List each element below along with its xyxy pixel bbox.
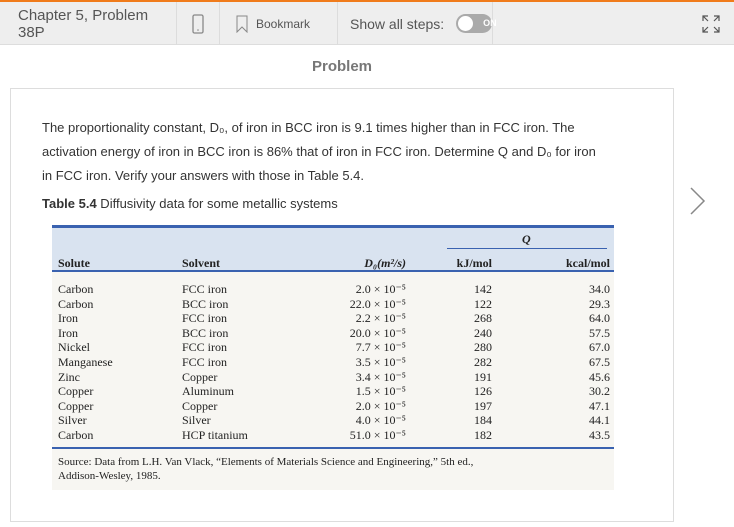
show-steps-toggle[interactable] <box>456 14 497 33</box>
table-cell: 3.5 × 10⁻⁵ <box>355 355 406 369</box>
table-row <box>56 399 612 413</box>
table-cell: Iron <box>58 311 78 326</box>
table-cell: 34.0 <box>589 282 610 296</box>
table-cell: 57.5 <box>589 325 610 340</box>
table-row <box>56 355 612 369</box>
table-cell: 67.0 <box>589 340 610 355</box>
table-cell: 67.5 <box>589 355 610 369</box>
table-cell: 2.2 × 10⁻⁵ <box>355 311 406 326</box>
table-cell: 47.1 <box>589 398 610 413</box>
next-button[interactable] <box>688 186 708 221</box>
table-cell: 64.0 <box>589 311 610 326</box>
table-cell: 7.7 × 10⁻⁵ <box>355 340 406 355</box>
bookmark-label: Bookmark <box>256 16 311 31</box>
table-cell: 20.0 × 10⁻⁵ <box>349 325 406 340</box>
table-cell: Copper <box>182 369 218 384</box>
table-cell: 240 <box>474 325 492 340</box>
table-cell: BCC iron <box>182 325 229 340</box>
table-row <box>56 340 612 354</box>
table-cell: Silver <box>58 413 87 428</box>
bookmark-icon <box>236 15 248 33</box>
table-row <box>56 326 612 340</box>
table-source <box>58 455 598 483</box>
bookmark-button[interactable] <box>220 2 338 45</box>
mobile-view-button[interactable] <box>177 2 220 45</box>
table-row <box>56 384 612 398</box>
caption-number: Table 5.4 <box>42 196 97 211</box>
problem-line: in FCC iron. Verify your answers with those in Table 5.4. <box>42 168 365 183</box>
table-cell: 3.4 × 10⁻⁵ <box>355 369 406 384</box>
table-cell: 184 <box>474 413 492 428</box>
table-cell: 44.1 <box>589 413 610 428</box>
q-group-header: Q <box>522 232 531 246</box>
table-cell: Manganese <box>58 355 113 369</box>
table-cell: Copper <box>182 398 218 413</box>
table-cell: 122 <box>474 296 492 311</box>
table-cell: 126 <box>474 384 492 399</box>
table-row <box>56 370 612 384</box>
table-cell: Copper <box>58 398 94 413</box>
diffusivity-table <box>52 225 614 490</box>
col-kcal: kcal/mol <box>566 256 610 270</box>
table-cell: Carbon <box>58 428 94 442</box>
table-cell: BCC iron <box>182 296 229 311</box>
problem-line: activation energy of iron in BCC iron is 86% that of iron in FCC iron. Determine Q and D₀ for iron <box>42 144 596 159</box>
table-header <box>52 225 614 272</box>
header-row <box>56 256 612 270</box>
table-cell: Nickel <box>58 340 90 355</box>
table-cell: FCC iron <box>182 282 228 296</box>
table-row <box>56 311 612 325</box>
expand-icon <box>702 15 720 33</box>
table-cell: HCP titanium <box>182 428 248 442</box>
table-cell: 2.0 × 10⁻⁵ <box>355 398 406 413</box>
table-cell: 280 <box>474 340 492 355</box>
toggle-state: ON <box>483 18 497 28</box>
table-cell: Aluminum <box>182 384 235 399</box>
table-row <box>56 297 612 311</box>
table-cell: 29.3 <box>589 296 610 311</box>
table-cell: FCC iron <box>182 355 228 369</box>
table-cell: Zinc <box>58 369 80 384</box>
table-row <box>56 428 612 442</box>
table-cell: 197 <box>474 398 492 413</box>
table-cell: 282 <box>474 355 492 369</box>
problem-text <box>42 116 652 188</box>
source-line: Addison-Wesley, 1985. <box>58 470 161 482</box>
table-cell: Copper <box>58 384 94 399</box>
table-row <box>56 282 612 296</box>
table-cell: Silver <box>182 413 211 428</box>
table-cell: 142 <box>474 282 492 296</box>
table-cell: 182 <box>474 428 492 442</box>
table-cell: FCC iron <box>182 340 228 355</box>
problem-line: The proportionality constant, D₀, of iron in BCC iron is 9.1 times higher than in FCC iron. The <box>42 120 575 135</box>
col-solvent: Solvent <box>182 256 221 270</box>
col-solute: Solute <box>58 256 91 270</box>
col-kj: kJ/mol <box>456 256 492 270</box>
source-line: Source: Data from L.H. Van Vlack, “Elements of Materials Science and Engineering,” 5th ed., <box>58 456 474 468</box>
phone-icon <box>192 14 204 34</box>
table-cell: 268 <box>474 311 492 326</box>
table-cell: 43.5 <box>589 428 610 442</box>
table-cell: 51.0 × 10⁻⁵ <box>349 428 406 442</box>
table-cell: Carbon <box>58 282 94 296</box>
table-cell: 22.0 × 10⁻⁵ <box>349 296 406 311</box>
caption-text: Diffusivity data for some metallic systems <box>96 196 338 211</box>
table-cell: Iron <box>58 325 78 340</box>
table-cell: 191 <box>474 369 492 384</box>
chapter-title: Chapter 5, Problem 38P <box>0 2 177 45</box>
table-row <box>56 413 612 427</box>
show-steps-label: Show all steps: <box>350 15 445 32</box>
col-d0: D₀(m²/s) <box>364 256 406 270</box>
table-cell: Carbon <box>58 296 94 311</box>
problem-heading: Problem <box>311 58 372 75</box>
fullscreen-button[interactable] <box>493 2 734 45</box>
table-cell: 30.2 <box>589 384 610 399</box>
table-cell: FCC iron <box>182 311 228 326</box>
toolbar <box>0 2 734 45</box>
table-cell: 1.5 × 10⁻⁵ <box>355 384 406 399</box>
table-caption <box>42 196 338 211</box>
show-steps <box>338 2 497 45</box>
table-cell: 45.6 <box>589 369 610 384</box>
table-cell: 4.0 × 10⁻⁵ <box>355 413 406 428</box>
chevron-right-icon <box>688 186 708 216</box>
table-cell: 2.0 × 10⁻⁵ <box>355 282 406 296</box>
